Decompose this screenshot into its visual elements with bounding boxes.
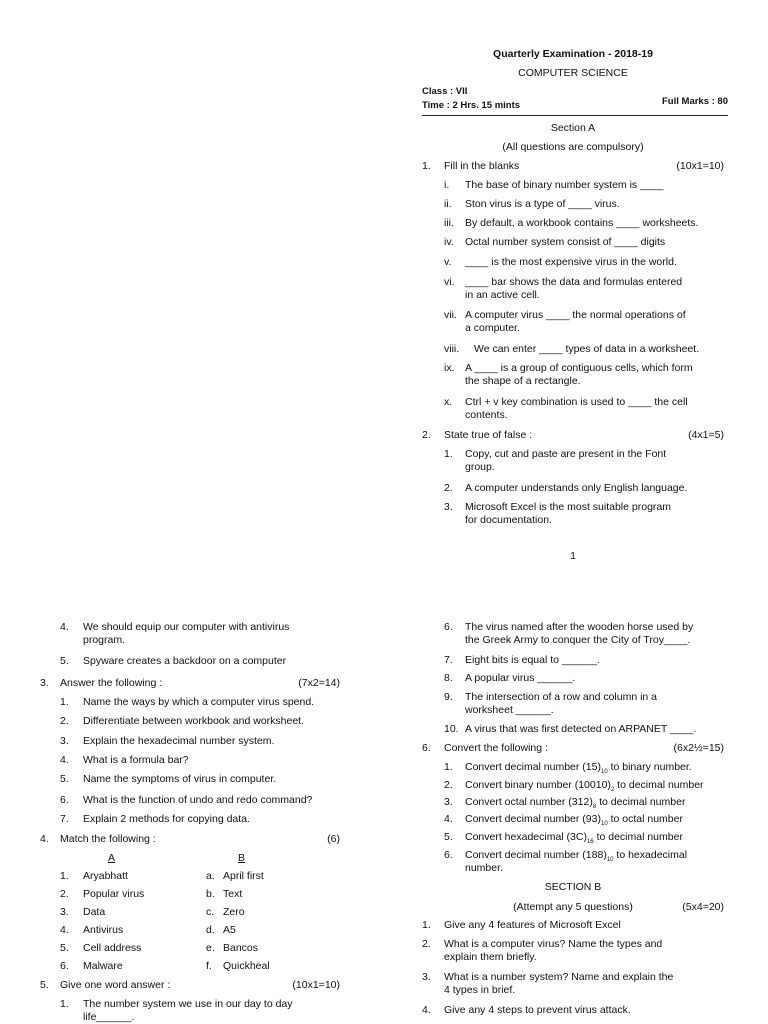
q2-item-text-cont: program. — [83, 634, 126, 646]
q1-item-num: ix. — [444, 362, 455, 374]
subject-title: COMPUTER SCIENCE — [518, 67, 628, 79]
q5-item-text: A virus that was first detected on ARPANET ____. — [465, 723, 697, 735]
q6-item-text-main: Convert octal number (312) — [465, 796, 593, 808]
q6-item-text-main: Convert decimal number (93) — [465, 813, 601, 825]
q2-text: State true of false : — [444, 429, 533, 441]
section-b-item-num: 1. — [422, 919, 431, 931]
q4-number: 4. — [40, 833, 49, 845]
match-col-b-letter: c. — [206, 906, 215, 918]
q3-item-num: 7. — [60, 813, 69, 825]
q4-text: Match the following : — [60, 833, 156, 845]
section-b-item-text-cont: 4 types in brief. — [444, 984, 516, 996]
q3-item-text: Name the ways by which a computer virus spend. — [83, 696, 315, 708]
page-2-left-column — [30, 614, 360, 1024]
section-b-item-num: 4. — [422, 1004, 431, 1016]
q6-item-num: 1. — [444, 761, 453, 773]
q2-number: 2. — [422, 429, 431, 441]
q1-item-text: Ctrl + v key combination is used to ____ the cell — [465, 396, 688, 408]
q2-item-num: 4. — [60, 621, 69, 633]
section-b-note: (Attempt any 5 questions) — [513, 901, 633, 913]
q1-item-text-cont: a computer. — [465, 322, 520, 334]
match-col-a-header: A — [108, 852, 116, 864]
q2-item-num: 2. — [444, 482, 453, 494]
match-col-b-letter: f. — [206, 960, 212, 972]
page-2-right-column — [408, 614, 738, 1024]
q5-item-text: The number system we use in our day to day — [83, 998, 293, 1010]
match-col-b-item: Quickheal — [223, 960, 270, 972]
class-label: Class : VII — [422, 86, 468, 97]
section-b-title: SECTION B — [544, 881, 602, 893]
q1-item-text: Octal number system consist of ____ digits — [465, 236, 666, 248]
q6-item-num: 2. — [444, 779, 453, 791]
q3-marks: (7x2=14) — [298, 677, 340, 689]
q2-item-text-cont: group. — [465, 461, 495, 473]
page-1 — [408, 30, 738, 570]
q6-item-text-end: to binary number. — [607, 761, 692, 773]
q6-item-num: 6. — [444, 849, 453, 861]
page-number: 1 — [570, 550, 576, 562]
q3-number: 3. — [40, 677, 49, 689]
q1-text: Fill in the blanks — [444, 160, 520, 172]
q1-item-text-cont: in an active cell. — [465, 289, 540, 301]
q6-item-num: 5. — [444, 831, 453, 843]
header-rule — [422, 115, 728, 116]
q5-marks: (10x1=10) — [292, 979, 340, 991]
q3-item-num: 1. — [60, 696, 69, 708]
q6-item-text — [465, 761, 692, 774]
section-b-marks: (5x4=20) — [682, 901, 724, 913]
q1-item-num: v. — [444, 256, 452, 268]
number-base: 10 — [606, 857, 614, 863]
q5-item-text: The virus named after the wooden horse used by — [465, 621, 694, 633]
q1-item-num: vi. — [444, 276, 455, 288]
section-a-note: (All questions are compulsory) — [502, 141, 644, 153]
q1-item-text: A computer virus ____ the normal operations of — [465, 309, 686, 321]
q1-item-text: A ____ is a group of contiguous cells, which form — [465, 362, 693, 374]
section-b-item-text-cont: explain them briefly. — [444, 951, 537, 963]
match-col-b-letter: d. — [206, 924, 215, 936]
q6-item-num: 3. — [444, 796, 453, 808]
match-col-b-letter: b. — [206, 888, 215, 900]
match-col-b-item: April first — [223, 870, 264, 882]
number-base: 10 — [600, 821, 608, 827]
q2-item-text: Spyware creates a backdoor on a computer — [83, 655, 287, 667]
q1-item-text: ____ is the most expensive virus in the world. — [465, 256, 677, 268]
q6-item-text-main: Convert decimal number (15) — [465, 761, 601, 773]
q6-item-text-end: to decimal number — [614, 779, 704, 791]
q5-item-num: 7. — [444, 654, 453, 666]
q3-item-num: 3. — [60, 735, 69, 747]
q2-marks: (4x1=5) — [688, 429, 724, 441]
match-col-b-item: Bancos — [223, 942, 259, 954]
number-base: 2 — [610, 787, 615, 793]
q1-item-num: ii. — [444, 198, 452, 210]
q5-item-num: 6. — [444, 621, 453, 633]
match-col-b-item: Zero — [223, 906, 245, 918]
match-col-b-letter: a. — [206, 870, 215, 882]
q5-item-text: Eight bits is equal to ______. — [465, 654, 600, 666]
q2-item-num: 3. — [444, 501, 453, 513]
q3-item-text: Explain 2 methods for copying data. — [83, 813, 250, 825]
q6-item-text-end: to decimal number — [596, 796, 686, 808]
q2-item-text: Copy, cut and paste are present in the Font — [465, 448, 667, 460]
q6-marks: (6x2½=15) — [673, 742, 724, 754]
q3-item-text: Differentiate between workbook and worksheet. — [83, 715, 305, 727]
match-col-a-item: Antivirus — [83, 924, 124, 936]
time-label: Time : 2 Hrs. 15 mints — [422, 100, 521, 111]
match-col-a-item: Popular virus — [83, 888, 145, 900]
q3-item-text: Name the symptoms of virus in computer. — [83, 773, 277, 785]
q5-item-text-cont: the Greek Army to conquer the City of Troy____. — [465, 634, 691, 646]
q6-item-text — [465, 831, 683, 844]
q3-item-text: What is a formula bar? — [83, 754, 189, 766]
q1-marks: (10x1=10) — [676, 160, 724, 172]
match-row-num: 6. — [60, 960, 69, 972]
q1-item-text: ____ bar shows the data and formulas entered — [465, 276, 683, 288]
q2-item-num: 1. — [444, 448, 453, 460]
section-b-item-num: 2. — [422, 938, 431, 950]
q4-marks: (6) — [327, 833, 340, 845]
q5-item-text: The intersection of a row and column in a — [465, 691, 658, 703]
q3-text: Answer the following : — [60, 677, 163, 689]
q5-item-num: 10. — [444, 723, 459, 735]
number-base: 16 — [586, 839, 594, 845]
q2-item-text-cont: for documentation. — [465, 514, 552, 526]
section-b-item-text: What is a number system? Name and explain the — [444, 971, 674, 983]
match-row-num: 4. — [60, 924, 69, 936]
match-col-a-item: Data — [83, 906, 106, 918]
q5-item-text-cont: life______. — [83, 1011, 135, 1023]
q6-item-text-main: Convert binary number (10010) — [465, 779, 611, 791]
q6-item-text-main: Convert hexadecimal (3C) — [465, 831, 587, 843]
section-b-item-text: Give any 4 features of Microsoft Excel — [444, 919, 621, 931]
q3-item-text: Explain the hexadecimal number system. — [83, 735, 275, 747]
q6-item-text — [465, 796, 685, 809]
q1-item-num: iv. — [444, 236, 454, 248]
q1-item-text: By default, a workbook contains ____ worksheets. — [465, 217, 699, 229]
q5-item-num: 9. — [444, 691, 453, 703]
q2-item-text: A computer understands only English language. — [465, 482, 688, 494]
q5-item-num: 1. — [60, 998, 69, 1010]
q6-item-text-end: to octal number — [607, 813, 683, 825]
match-col-a-item: Malware — [83, 960, 123, 972]
q5-item-text: A popular virus ______. — [465, 672, 576, 684]
q1-item-text-cont: contents. — [465, 409, 508, 421]
q1-item-num: i. — [444, 179, 450, 191]
section-b-item-text: Give any 4 steps to prevent virus attack. — [444, 1004, 631, 1016]
q5-item-num: 8. — [444, 672, 453, 684]
q1-item-text: Ston virus is a type of ____ virus. — [465, 198, 620, 210]
q6-item-text — [465, 849, 687, 862]
q3-item-num: 6. — [60, 794, 69, 806]
q6-item-text — [465, 813, 683, 826]
match-row-num: 3. — [60, 906, 69, 918]
q6-number: 6. — [422, 742, 431, 754]
match-row-num: 1. — [60, 870, 69, 882]
q3-item-num: 2. — [60, 715, 69, 727]
q6-text: Convert the following : — [444, 742, 548, 754]
q5-number: 5. — [40, 979, 49, 991]
q3-item-text: What is the function of undo and redo command? — [83, 794, 313, 806]
q1-item-text-cont: the shape of a rectangle. — [465, 375, 581, 387]
q1-item-num: iii. — [444, 217, 454, 229]
q5-text: Give one word answer : — [60, 979, 171, 991]
q1-item-num: vii. — [444, 309, 457, 321]
q1-item-text: The base of binary number system is ____ — [465, 179, 664, 191]
q3-item-num: 5. — [60, 773, 69, 785]
q2-item-text: We should equip our computer with antivirus — [83, 621, 290, 633]
q1-item-num: x. — [444, 396, 453, 408]
q2-item-num: 5. — [60, 655, 69, 667]
q2-item-text: Microsoft Excel is the most suitable program — [465, 501, 671, 513]
exam-title: Quarterly Examination - 2018-19 — [493, 48, 653, 60]
number-base: 10 — [600, 769, 608, 775]
q6-item-text-end: to hexadecimal — [613, 849, 688, 861]
q6-item-text-end: to decimal number — [593, 831, 683, 843]
q6-item-text-main: Convert decimal number (188) — [465, 849, 607, 861]
match-col-a-item: Cell address — [83, 942, 142, 954]
q6-item-text — [465, 779, 704, 792]
match-col-b-letter: e. — [206, 942, 215, 954]
q1-number: 1. — [422, 160, 431, 172]
q1-item-num: viii. — [444, 343, 460, 355]
match-row-num: 2. — [60, 888, 69, 900]
q6-item-text-cont: number. — [465, 862, 503, 874]
section-b-item-text: What is a computer virus? Name the types and — [444, 938, 663, 950]
match-row-num: 5. — [60, 942, 69, 954]
q1-item-text: We can enter ____ types of data in a worksheet. — [474, 343, 700, 355]
q6-item-num: 4. — [444, 813, 453, 825]
match-col-b-item: Text — [223, 888, 243, 900]
number-base: 8 — [592, 804, 597, 810]
match-col-b-item: A5 — [223, 924, 236, 936]
full-marks: Full Marks : 80 — [662, 96, 728, 107]
match-col-a-item: Aryabhatt — [83, 870, 128, 882]
section-a-title: Section A — [550, 122, 596, 134]
section-b-item-num: 3. — [422, 971, 431, 983]
q5-item-text-cont: worksheet ______. — [465, 704, 554, 716]
q3-item-num: 4. — [60, 754, 69, 766]
match-col-b-header: B — [238, 852, 246, 864]
